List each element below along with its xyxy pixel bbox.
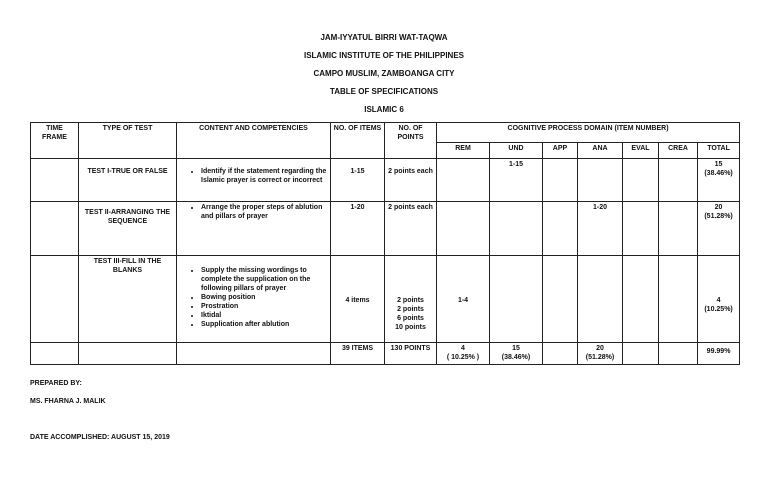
prepared-by-label: PREPARED BY: (30, 380, 82, 387)
content-cell (177, 159, 331, 202)
list-item: • Prostration (201, 302, 328, 311)
crea-cell (659, 202, 698, 256)
content-cell (177, 256, 331, 343)
total-points-cell: 130 POINTS (385, 343, 437, 365)
school-name: JAM-IYYATUL BIRRI WAT-TAQWA (320, 33, 448, 42)
time-frame-cell (31, 343, 79, 365)
subheader-ana: ANA (578, 143, 623, 159)
total-cell (698, 256, 740, 343)
rem-cell: 1-4 (437, 256, 490, 343)
app-cell (543, 159, 578, 202)
total-und-cell (490, 343, 543, 365)
eval-cell (623, 159, 659, 202)
total-rem-value: 4 (461, 345, 465, 352)
time-frame-cell (31, 256, 79, 343)
points-line: 10 points (395, 324, 426, 331)
document-title: TABLE OF SPECIFICATIONS (329, 87, 439, 96)
app-cell (543, 202, 578, 256)
eval-cell (623, 256, 659, 343)
total-rem-percent: ( 10.25% ) (446, 354, 480, 361)
date-accomplished: DATE ACCOMPLISHED: AUGUST 15, 2019 (30, 434, 170, 441)
und-cell: 1-15 (490, 159, 543, 202)
und-cell (490, 202, 543, 256)
header-no-of-items: NO. OF ITEMS (331, 123, 385, 159)
points-line: 2 points (397, 306, 424, 313)
table-row (31, 256, 740, 343)
specifications-table (30, 122, 740, 365)
list-item: • Supplication after ablution (201, 320, 328, 329)
subheader-rem: REM (437, 143, 490, 159)
rem-cell (437, 202, 490, 256)
totals-row (31, 343, 740, 365)
eval-cell (623, 202, 659, 256)
total-value: 20 (714, 204, 723, 211)
points-cell: 2 points each (385, 159, 437, 202)
total-cell (698, 159, 740, 202)
content-cell (177, 343, 331, 365)
total-eval-cell (623, 343, 659, 365)
total-items-cell: 39 ITEMS (331, 343, 385, 365)
total-und-value: 15 (512, 345, 520, 352)
content-cell (177, 202, 331, 256)
total-rem-cell (437, 343, 490, 365)
total-app-cell (543, 343, 578, 365)
list-item: • Arrange the proper steps of ablution and pillars of prayer (201, 203, 328, 221)
header-type-of-test: TYPE OF TEST (79, 123, 177, 159)
time-frame-cell (31, 202, 79, 256)
ana-cell (578, 256, 623, 343)
header-content: CONTENT AND COMPETENCIES (177, 123, 331, 159)
points-cell (385, 256, 437, 343)
header-no-of-points: NO. OF POINTS (385, 123, 437, 159)
points-line: 6 points (397, 315, 424, 322)
test-type-cell: TEST I-TRUE OR FALSE (79, 159, 177, 202)
header-cognitive-domain: COGNITIVE PROCESS DOMAIN (ITEM NUMBER) (437, 123, 740, 143)
total-percent: (51.28%) (704, 213, 733, 220)
points-line: 2 points (397, 297, 424, 304)
total-ana-cell (578, 343, 623, 365)
header-time-frame: TIME FRAME (31, 123, 79, 159)
total-percent: (38.46%) (704, 170, 733, 177)
table-row (31, 202, 740, 256)
crea-cell (659, 256, 698, 343)
test-type-cell (79, 343, 177, 365)
table-row (31, 159, 740, 202)
test-type-cell: TEST III-FILL IN THE BLANKS (79, 256, 177, 343)
subheader-total: TOTAL (698, 143, 740, 159)
items-cell: 1-20 (331, 202, 385, 256)
total-ana-percent: (51.28%) (585, 354, 615, 361)
subheader-und: UND (490, 143, 543, 159)
list-item: • Bowing position (201, 293, 328, 302)
points-cell: 2 points each (385, 202, 437, 256)
items-cell: 1-15 (331, 159, 385, 202)
total-value: 4 (716, 297, 721, 304)
preparer-name: MS. FHARNA J. MALIK (30, 398, 106, 405)
grand-total-cell: 99.99% (698, 343, 740, 365)
app-cell (543, 256, 578, 343)
und-cell (490, 256, 543, 343)
total-und-percent: (38.46%) (501, 354, 531, 361)
institute-name: ISLAMIC INSTITUTE OF THE PHILIPPINES (303, 51, 464, 60)
list-item: • Iktidal (201, 311, 328, 320)
time-frame-cell (31, 159, 79, 202)
total-cell (698, 202, 740, 256)
crea-cell (659, 159, 698, 202)
subheader-eval: EVAL (623, 143, 659, 159)
items-cell: 4 items (331, 256, 385, 343)
total-ana-value: 20 (596, 345, 604, 352)
school-address: CAMPO MUSLIM, ZAMBOANGA CITY (313, 69, 455, 78)
total-percent: (10.25%) (704, 306, 733, 313)
subheader-app: APP (543, 143, 578, 159)
total-crea-cell (659, 343, 698, 365)
subheader-crea: CREA (659, 143, 698, 159)
rem-cell (437, 159, 490, 202)
total-value: 15 (714, 161, 723, 168)
ana-cell (578, 159, 623, 202)
ana-cell: 1-20 (578, 202, 623, 256)
list-item: • Supply the missing wordings to complete the supplication on the following pillars of prayer (201, 266, 328, 293)
subject-name: ISLAMIC 6 (364, 105, 404, 114)
list-item: • Identify if the statement regarding the Islamic prayer is correct or incorrect (201, 167, 328, 185)
test-type-cell: TEST II-ARRANGING THE SEQUENCE (79, 202, 177, 256)
